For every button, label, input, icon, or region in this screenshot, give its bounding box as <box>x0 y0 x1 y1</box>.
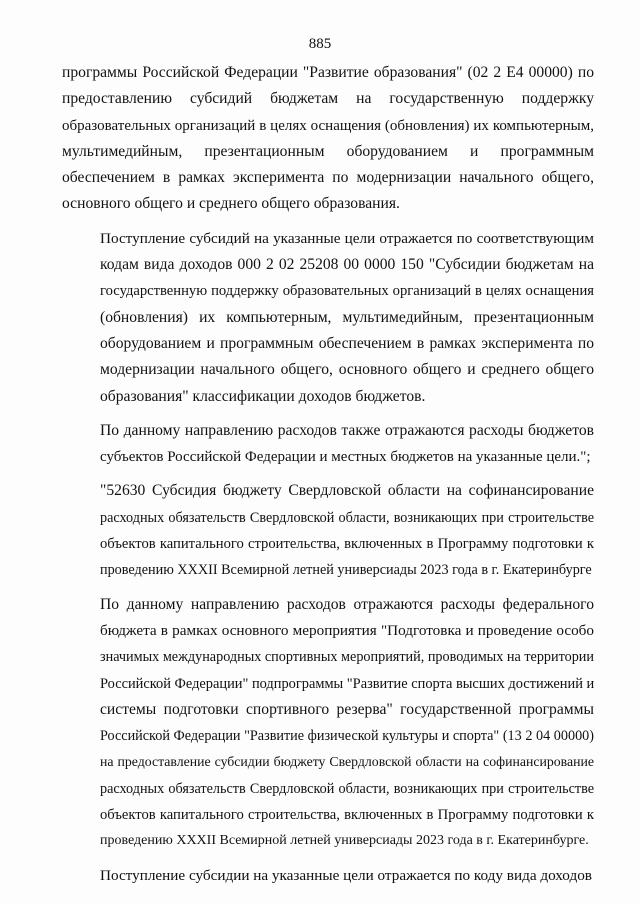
text-line: (обновления) их компьютерным, мультимедийным, презентационным <box>100 308 594 326</box>
text-line: бюджета в рамках основного мероприятия "Подготовка и проведение особо <box>100 621 594 639</box>
page-number: 885 <box>308 36 332 52</box>
text-line: "52630 Субсидия бюджету Свердловской области на софинансирование <box>100 482 594 500</box>
text-line: модернизации начального общего, основного общего и среднего общего <box>100 361 594 379</box>
text-line: оборудованием и программным обеспечением в рамках эксперимента по <box>100 334 594 352</box>
text-line: расходных обязательств Свердловской области, возникающих при строительстве <box>100 509 594 526</box>
text-line: проведению XXXII Всемирной летней универсиады 2023 года в г. Екатеринбурге <box>100 562 592 579</box>
paragraph-p1 <box>62 60 594 218</box>
text-line: значимых международных спортивных мероприятий, проводимых на территории <box>100 649 594 666</box>
text-line: кодам вида доходов 000 2 02 25208 00 0000 150 "Субсидии бюджетам на <box>100 256 594 274</box>
text-line: образования" классификации доходов бюджетов. <box>100 387 426 405</box>
text-line: объектов капитального строительства, включенных в Программу подготовки к <box>100 807 594 824</box>
text-line: системы подготовки спортивного резерва" государственной программы <box>100 700 594 718</box>
paragraph-p6 <box>62 863 594 889</box>
paragraph-p2 <box>62 226 594 410</box>
text-line: По данному направлению расходов также отражаются расходы бюджетов <box>100 421 594 439</box>
text-line: Российской Федерации "Развитие физической культуры и спорта" (13 2 04 00000) <box>100 728 594 745</box>
text-line: Российской Федерации" подпрограммы "Развитие спорта высших достижений и <box>100 675 595 692</box>
text-line: расходных обязательств Свердловской области, возникающих при строительстве <box>100 780 594 797</box>
text-line: образовательных организаций в целях оснащения (обновления) их компьютерным, <box>62 117 594 134</box>
text-line: мультимедийным, презентационным оборудованием и программным <box>62 142 594 160</box>
text-line: на предоставление субсидии бюджету Свердловской области на софинансирование <box>100 754 594 770</box>
text-line: основного общего и среднего общего образования. <box>62 195 400 213</box>
text-line: объектов капитального строительства, включенных в Программу подготовки к <box>100 536 594 553</box>
text-line: предоставлению субсидий бюджетам на государственную поддержку <box>62 90 594 108</box>
text-line: государственную поддержку образовательных организаций в целях оснащения <box>100 283 594 300</box>
paragraph-p3 <box>62 418 594 471</box>
text-line: Поступление субсидий на указанные цели отражается по соответствующим <box>100 229 594 247</box>
text-line: По данному направлению расходов отражаются расходы федерального <box>100 595 594 613</box>
text-line: программы Российской Федерации "Развитие образования" (02 2 Е4 00000) по <box>62 64 594 81</box>
text-line: проведению XXXII Всемирной летней универсиады 2023 года в г. Екатеринбурге. <box>100 833 589 849</box>
text-line: субъектов Российской Федерации и местных бюджетов на указанные цели."; <box>100 449 591 466</box>
paragraph-p4 <box>62 478 594 583</box>
text-line: Поступление субсидии на указанные цели отражается по коду вида доходов <box>100 866 592 884</box>
paragraph-p5 <box>62 592 594 855</box>
text-line: обеспечением в рамках эксперимента по модернизации начального общего, <box>62 169 594 187</box>
document-body <box>62 60 594 889</box>
